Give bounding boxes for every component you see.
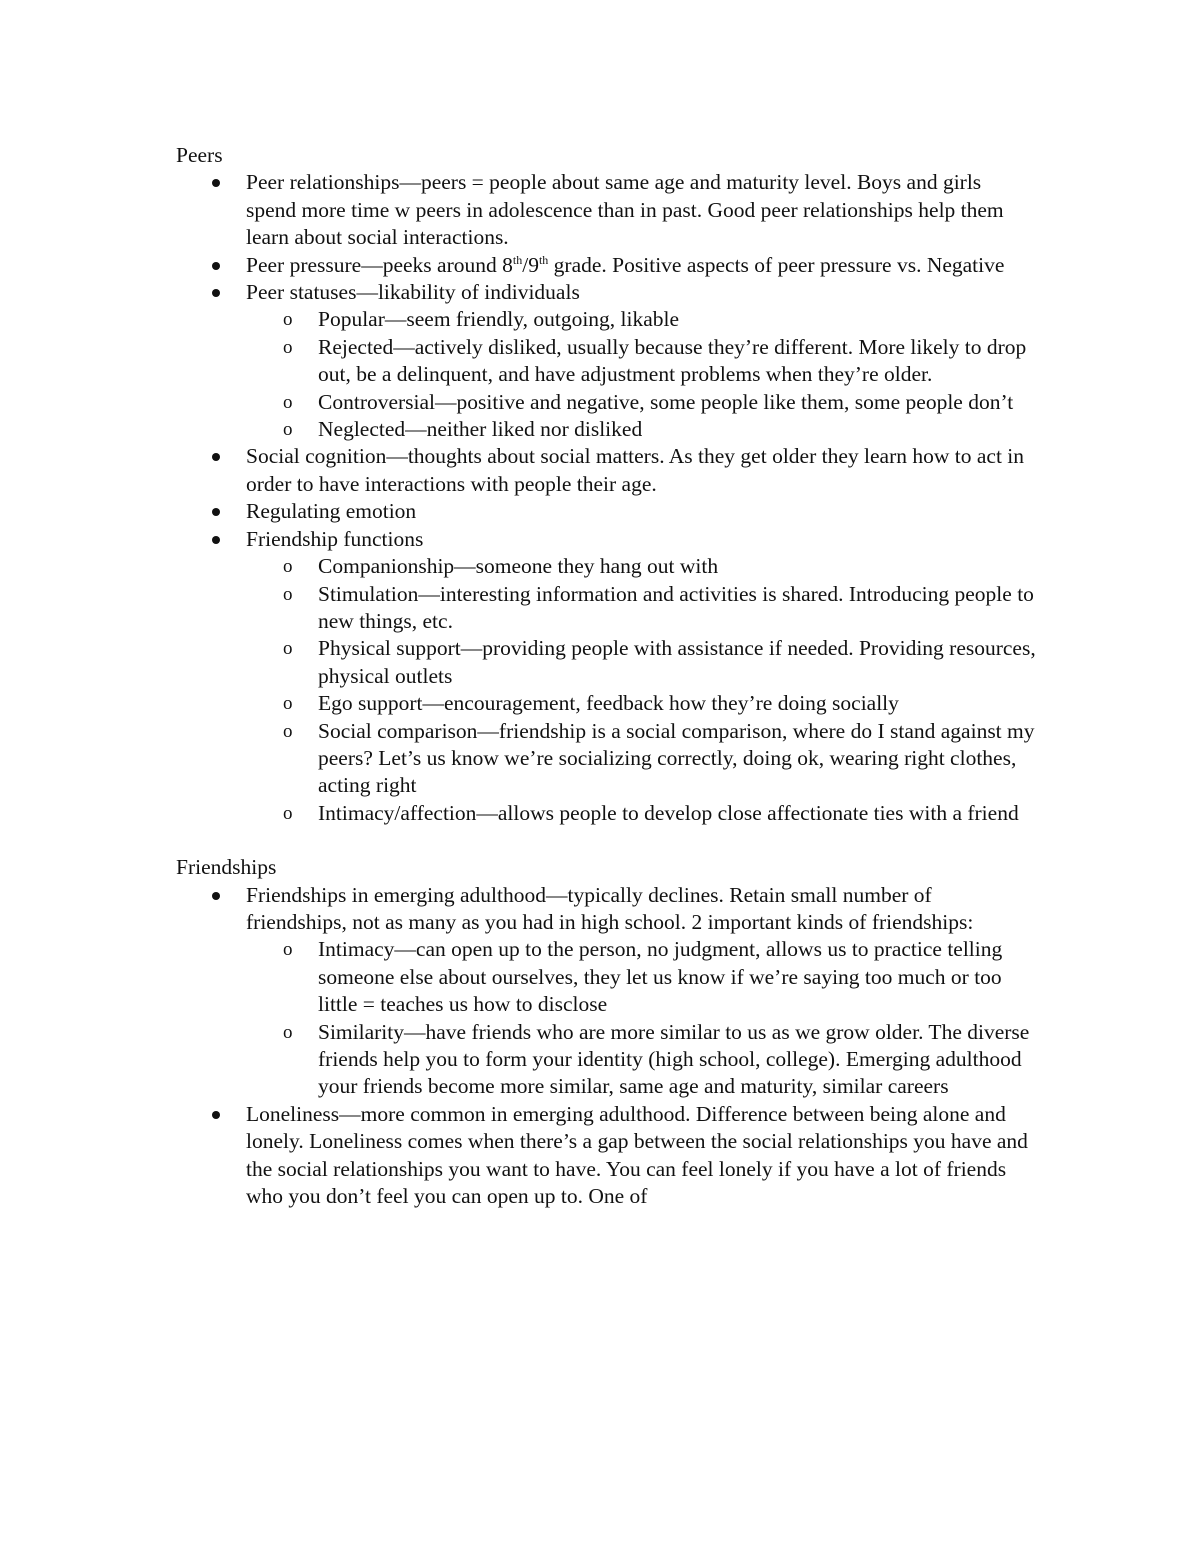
section-heading-friendships: Friendships — [176, 855, 277, 880]
list-item: Peer pressure—peeks around 8th/9th grade. Positive aspects of peer pressure vs. Negative — [176, 252, 1036, 279]
list-item: Friendships in emerging adulthood—typically declines. Retain small number of friendships, not as many as you had in high school. 2 important kinds of friendships: o Intimacy—can open up to the person, no judgment, allows us to practice telling someone else about ourselves, they let us know if we’re saying too much or too little = teaches us how to disclose o Similarity—have friends who are more similar to us as we grow older. The diverse friends help you to form your identity (high school, college). Emerging adulthood your friends become more similar, same age and maturity, similar careers — [176, 882, 1036, 1101]
sub-list-item: o Social comparison—friendship is a social comparison, where do I stand against my peers? Let’s us know we’re socializing correctly, doing ok, wearing right clothes, acting right — [283, 718, 1035, 798]
list-item: Friendship functions o Companionship—someone they hang out with o Stimulation—interesting information and activities is shared. Introducing people to new things, etc. o Physical support—providing people with assistance if needed. Providing resources, physical outlets o Ego support—encouragement, feedback how they’re doing socially o Social comparison—friendship is a social comparison, where do I stand against my peers? Let’s us know we’re socializing correctly, doing ok, wearing right clothes, acting right o Intimacy/affection—allows people to develop close affectionate ties with a friend — [176, 526, 1036, 827]
sub-list-item: o Stimulation—interesting information and activities is shared. Introducing people to new things, etc. — [283, 581, 1034, 633]
sub-bullet-icon: o — [283, 419, 293, 441]
bullet-icon — [212, 453, 220, 461]
sub-bullet-icon: o — [283, 693, 293, 715]
sub-list-item: o Controversial—positive and negative, some people like them, some people don’t — [176, 389, 1036, 416]
sub-bullet-icon: o — [283, 802, 293, 824]
document-page — [176, 142, 1036, 1210]
sub-bullet-icon: o — [283, 1021, 293, 1043]
bullet-icon — [212, 892, 220, 900]
sub-list-item: o Intimacy—can open up to the person, no judgment, allows us to practice telling someone else about ourselves, they let us know if we’re saying too much or too little = teaches us how to disclose — [283, 937, 1003, 1017]
sub-list — [246, 936, 1036, 1100]
peers-list — [176, 169, 1036, 827]
sub-bullet-icon: o — [283, 939, 293, 961]
sub-list-item: o Neglected—neither liked nor disliked — [176, 416, 1036, 443]
bullet-icon — [212, 179, 220, 187]
sub-list-item: o Similarity—have friends who are more similar to us as we grow older. The diverse friends help you to form your identity (high school, college). Emerging adulthood your friends become more similar, same age and maturity, similar careers — [283, 1019, 1030, 1099]
sub-list — [246, 553, 1036, 827]
list-item: Peer relationships—peers = people about same age and maturity level. Boys and girls spend more time w peers in adolescence than in past. Good peer relationships help them learn about social interactions. — [176, 169, 1036, 251]
sub-bullet-icon: o — [283, 583, 293, 605]
sub-bullet-icon: o — [283, 336, 293, 358]
list-item: Regulating emotion — [176, 498, 1036, 525]
sub-list-item: o Companionship—someone they hang out with — [176, 553, 1036, 580]
sub-list-item: o Popular—seem friendly, outgoing, likable — [176, 306, 1036, 333]
friendships-list — [176, 882, 1036, 1211]
bullet-icon — [212, 262, 220, 270]
bullet-icon — [212, 536, 220, 544]
sub-list-item: o Physical support—providing people with assistance if needed. Providing resources, physical outlets — [283, 636, 1036, 688]
sub-bullet-icon: o — [283, 720, 293, 742]
sub-list-item: o Intimacy/affection—allows people to develop close affectionate ties with a friend — [176, 800, 1036, 827]
paragraph-spacer — [176, 827, 1036, 854]
sub-bullet-icon: o — [283, 556, 293, 578]
bullet-icon — [212, 289, 220, 297]
sub-bullet-icon: o — [283, 391, 293, 413]
sub-bullet-icon: o — [283, 309, 293, 331]
list-item: Loneliness—more common in emerging adulthood. Difference between being alone and lonely. Loneliness comes when there’s a gap between the social relationships you have and the social relationships you want to have. You can feel lonely if you have a lot of friends who you don’t feel you can open up to. One of — [176, 1101, 1036, 1211]
sub-list-item: o Ego support—encouragement, feedback how they’re doing socially — [176, 690, 1036, 717]
sub-list-item: o Rejected—actively disliked, usually because they’re different. More likely to drop out, be a delinquent, and have adjustment problems when they’re older. — [283, 334, 1027, 387]
list-item: Social cognition—thoughts about social matters. As they get older they learn how to act in order to have interactions with people their age. — [176, 443, 1036, 498]
section-heading-peers: Peers — [176, 143, 223, 167]
list-item: Peer statuses—likability of individuals o Popular—seem friendly, outgoing, likable o Rejected—actively disliked, usually because they’re different. More likely to drop out, be a delinquent, and have adjustment problems when they’re older. o Controversial—positive and negative, some people like them, some people don’t o Neglected—neither liked nor disliked — [176, 279, 1036, 443]
sub-list — [246, 306, 1036, 443]
sub-bullet-icon: o — [283, 638, 293, 660]
bullet-icon — [212, 508, 220, 516]
bullet-icon — [212, 1111, 220, 1119]
